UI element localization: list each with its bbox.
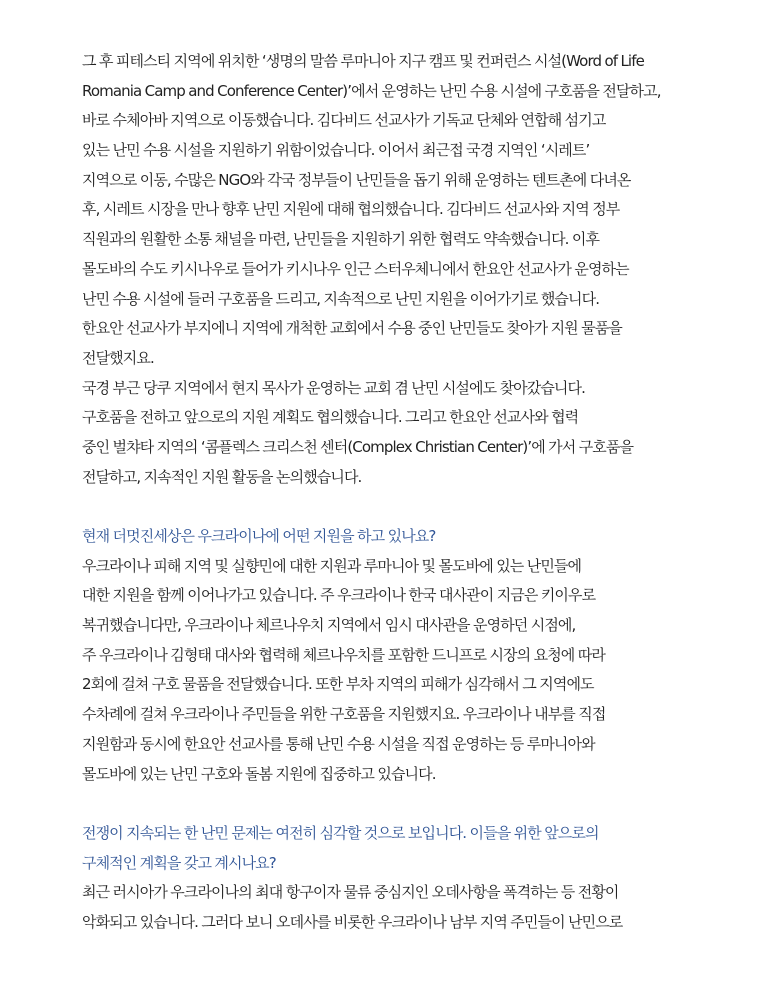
text-line: 구호품을 전하고 앞으로의 지원 계획도 협의했습니다. 그리고 한요안 선교사와 협력 <box>82 408 579 427</box>
text-line: 국경 부근 당쿠 지역에서 현지 목사가 운영하는 교회 겸 난민 시설에도 찾아갔습니다. <box>82 378 585 397</box>
text-line: 최근 러시아가 우크라이나의 최대 항구이자 물류 중심지인 오데사항을 폭격하는 등 전황이 <box>82 883 619 902</box>
answer-paragraph-2 <box>82 878 702 937</box>
text-line: 직원과의 원활한 소통 채널을 마련, 난민들을 지원하기 위한 협력도 약속했습니다. 이후 <box>82 230 600 249</box>
text-line: Romania Camp and Conference Center)’에서 운영하는 난민 수용 시설에 구호품을 전달하고, <box>82 81 661 100</box>
question-line: 전쟁이 지속되는 한 난민 문제는 여전히 심각할 것으로 보입니다. 이들을 위한 앞으로의 <box>82 823 599 842</box>
question-heading-1 <box>82 522 702 552</box>
text-line: 후, 시레트 시장을 만나 향후 난민 지원에 대해 협의했습니다. 김다비드 선교사와 지역 정부 <box>82 200 620 219</box>
text-line: 중인 벌챠타 지역의 ‘콤플렉스 크리스천 센터(Complex Christian Center)’에 가서 구호품을 <box>82 437 634 456</box>
text-line: 복귀했습니다만, 우크라이나 체르나우치 지역에서 임시 대사관을 운영하던 시점에, <box>82 616 576 635</box>
answer-paragraph-1 <box>82 552 702 790</box>
text-line: 전달했지요. <box>82 348 154 367</box>
paragraph-gap <box>82 789 702 819</box>
text-line: 몰도바의 수도 키시나우로 들어가 키시나우 인근 스터우체니에서 한요안 선교사가 운영하는 <box>82 259 629 278</box>
text-line: 주 우크라이나 김형태 대사와 협력해 체르나우치를 포함한 드니프로 시장의 요청에 따라 <box>82 645 605 664</box>
text-line: 있는 난민 수용 시설을 지원하기 위함이었습니다. 이어서 최근접 국경 지역인 ‘시레트’ <box>82 141 590 160</box>
text-line: 몰도바에 있는 난민 구호와 돌봄 지원에 집중하고 있습니다. <box>82 764 436 783</box>
text-line: 지역으로 이동, 수많은 NGO와 각국 정부들이 난민들을 돕기 위해 운영하는 텐트촌에 다녀온 <box>82 170 631 189</box>
text-line: 전달하고, 지속적인 지원 활동을 논의했습니다. <box>82 467 362 486</box>
text-line: 한요안 선교사가 부지에니 지역에 개척한 교회에서 수용 중인 난민들도 찾아가 지원 물품을 <box>82 319 622 338</box>
text-line: 2회에 걸쳐 구호 물품을 전달했습니다. 또한 부차 지역의 피해가 심각해서 그 지역에도 <box>82 675 594 694</box>
paragraph-gap <box>82 492 702 522</box>
text-line: 대한 지원을 함께 이어나가고 있습니다. 주 우크라이나 한국 대사관이 지금은 키이우로 <box>82 586 596 605</box>
text-line: 악화되고 있습니다. 그러다 보니 오데사를 비롯한 우크라이나 남부 지역 주민들이 난민으로 <box>82 912 623 931</box>
text-line: 난민 수용 시설에 들러 구호품을 드리고, 지속적으로 난민 지원을 이어가기로 했습니다. <box>82 289 600 308</box>
text-line: 수차례에 걸쳐 우크라이나 주민들을 위한 구호품을 지원했지요. 우크라이나 내부를 직접 <box>82 705 606 724</box>
text-line: 바로 수체아바 지역으로 이동했습니다. 김다비드 선교사가 기독교 단체와 연합해 섬기고 <box>82 111 606 130</box>
text-line: 우크라이나 피해 지역 및 실향민에 대한 지원과 루마니아 및 몰도바에 있는 난민들에 <box>82 556 582 575</box>
question-heading-2 <box>82 819 702 878</box>
text-line: 그 후 피테스티 지역에 위치한 ‘생명의 말씀 루마니아 지구 캠프 및 컨퍼런스 시설(Word of Life <box>82 52 644 70</box>
intro-paragraph <box>82 47 702 492</box>
question-line: 구체적인 계획을 갖고 계시나요? <box>82 853 276 872</box>
text-line: 지원함과 동시에 한요안 선교사를 통해 난민 수용 시설을 직접 운영하는 등 루마니아와 <box>82 734 595 753</box>
article-body <box>82 47 702 938</box>
question-line: 현재 더멋진세상은 우크라이나에 어떤 지원을 하고 있나요? <box>82 527 436 545</box>
